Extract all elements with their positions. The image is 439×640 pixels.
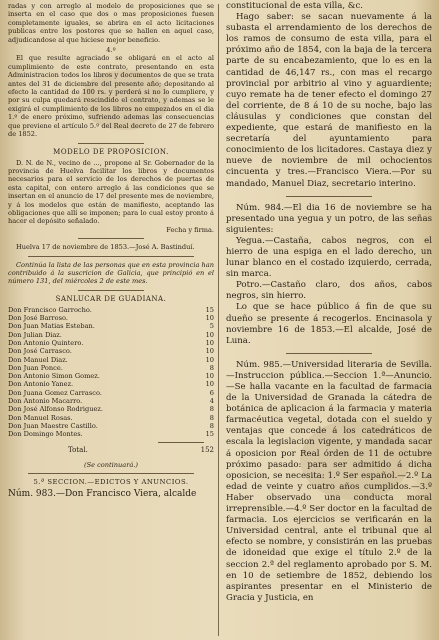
entry-985: Núm. 985.—Universidad literaria de Sevilla.—Instruccion pública.—Seccion 1.ª—Anuncio.—Se halla vacante en la facultad de farmacia de la Universidad de Granada la cátedra de botánica de aplicacion á la farmacia y materia farmacéutica vegetal, dotada con el sueldo y ventajas que concede á los catedráticos de escala la legislacion vigente, y mandada sacar á oposicion por Real órden de 11 de octubre próximo pasado: para ser admitido á dicha oposicion, se necesita: 1.º Ser español.—2.º La edad de veinte y cuatro años cumplidos.—3.º Haber observado una conducta moral irreprensible.—4.º Ser doctor en la facultad de farmacia. Los ejercicios se verificarán en la Universidad central, ante el tribunal que al efecto se nombre, y consistirán en las pruebas de idoneidad que exige el título 2.º de la seccion 2.ª del reglamento aprobado por S. M. en 10 de setiembre de 1852, debiendo los aspirantes presentar en el Ministerio de Gracia y Justicia, en: [226, 359, 432, 603]
donor-name: Don Juan Ponce.: [8, 363, 63, 372]
donor-amount: 10: [205, 372, 214, 381]
total-label: Total.: [68, 445, 88, 454]
donor-amount: 15: [205, 430, 214, 439]
donor-row: [8, 372, 214, 380]
donor-name: Don Juan Maestre Castillo.: [8, 421, 98, 430]
column-divider: [218, 4, 219, 636]
donor-row: [8, 389, 214, 397]
donor-name: Don Francisco Garrocho.: [8, 305, 92, 314]
donor-row: [8, 306, 214, 314]
place-header: SANLUCAR DE GUADIANA.: [55, 294, 167, 303]
donor-amount: 5: [209, 322, 214, 331]
donor-row: [8, 314, 214, 322]
donor-amount: 10: [205, 314, 214, 323]
donor-row: [8, 380, 214, 388]
donor-amount: 10: [205, 347, 214, 356]
model-title: MODELO DE PROPOSICION.: [53, 147, 169, 156]
donor-name: Don Juan Matias Esteban.: [8, 322, 95, 331]
entry-984-close: Lo que se hace público á fin de que su dueño se presente á recogerlos. Encinasola y noviembre 16 de 1853.—El alcalde, José de Luna.: [226, 302, 432, 346]
donor-amount: 8: [209, 363, 214, 372]
donor-row: [8, 397, 214, 405]
article-number: 4.º: [106, 46, 116, 55]
entry-984-yegua: Yegua.—Castaña, cabos negros, con el hierro de una espiga en el lado derecho, un lunar blanco en el costado izquierdo, cerrada, sin marca.: [226, 235, 432, 280]
donor-name: Don José Barroso.: [8, 314, 68, 323]
donor-name: Don Manuel Rosas.: [8, 413, 73, 422]
donor-list: [8, 306, 214, 439]
to-be-continued: (Se continuará.): [84, 460, 138, 469]
donor-row: [8, 364, 214, 372]
donor-amount: 6: [209, 388, 214, 397]
donor-amount: 15: [205, 305, 214, 314]
section-header: 5.ª SECCION.—EDICTOS Y ANUNCIOS.: [33, 477, 189, 486]
donor-row: [8, 356, 214, 364]
donor-row: [8, 405, 214, 413]
sum-line: [158, 442, 204, 443]
entry-984-intro: Núm. 984.—El dia 16 de noviembre se ha presentado una yegua y un potro, de las señas siguientes:: [226, 202, 432, 235]
entry-984-potro: Potro.—Castaño claro, dos años, cabos negros, sin hierro.: [226, 280, 432, 302]
donor-name: Don Julian Diaz.: [8, 330, 62, 339]
total-amount: 152: [200, 445, 214, 454]
donor-row: [8, 430, 214, 438]
donor-amount: 8: [209, 405, 214, 414]
total-row: [8, 446, 214, 455]
donor-name: Don José Carrasco.: [8, 347, 72, 356]
entry-983-body: Hago saber: se sacan nuevamente á la subasta el arrendamiento de los derechos de los ramos de consumo de esta villa, para el próximo año de 1854, con la baja de la tercera parte de su encabezamiento, que lo es en la cantidad de 46,147 rs., con mas el recargo provincial por arbitrio al vino y aguardiente; cuyo remate ha de tener efecto el domingo 27 del corriente, de 8 á 10 de su noche, bajo las cláusulas y condiciones que constan del expediente, que estará de manifiesto en la secretaría del ayuntamiento para conocimiento de los licitadores. Castaya diez y nueve de noviembre de mil ochocientos cincuenta y tres.—Francisco Viera.—Por su mandado, Manuel Diaz, secretario interino.: [226, 12, 432, 189]
donor-name: Don Antonio Quintero.: [8, 338, 84, 347]
divider: [28, 256, 194, 257]
donor-amount: 10: [205, 338, 214, 347]
entry-983-continued: constitucional de esta villa, &c.: [226, 1, 364, 11]
donor-name: Don Antonio Macarro.: [8, 397, 83, 406]
divider: [286, 353, 372, 354]
donor-amount: 10: [205, 330, 214, 339]
top-fragment: radas y con arreglo al modelo de proposiciones que se inserta en el caso que dos o mas proposiciones fuesen completamente iguales, se abrira en el acto licitaciones publicas entre los postores que se hallen en aquel caso, adjudicandose al que hiciese mejor beneficio.: [8, 2, 214, 44]
donor-row: [8, 339, 214, 347]
divider: [28, 473, 194, 474]
donor-name: Don Antonio Simon Gomez.: [8, 372, 100, 381]
donor-name: Don Antonio Yanez.: [8, 380, 74, 389]
donor-row: [8, 347, 214, 355]
divider: [78, 290, 144, 291]
divider: [286, 196, 372, 197]
donor-row: [8, 422, 214, 430]
donor-amount: 8: [209, 421, 214, 430]
donor-row: [8, 322, 214, 330]
continuation-note: Continúa la lista de las personas que en esta provincia han contribuido á la suscricion de Galicia, que principió en el número 131, del miércoles 2 de este mes.: [8, 260, 214, 286]
entry-983: Núm. 983.—Don Francisco Viera, alcalde: [8, 488, 197, 499]
donor-amount: 4: [209, 397, 214, 406]
donor-name: Don José Alfonso Rodriguez.: [8, 405, 103, 414]
divider: [78, 143, 144, 144]
model-text: D. N. de N., vecino de ..., propone al Sr. Gobernador de la provincia de Huelva facilitar los libros y documentos necesarios para el servicio de los derechos de puertas de esta capital, con entero arreglo á las condiciones que se insertan en el anuncio de 17 del presente mes de noviembre, y á los modelos que están de manifiesto, aceptando las obligaciones que allí se imponen; para lo cual estoy pronto á hacer el depósito señalado.: [8, 158, 214, 226]
donor-name: Don Manuel Diaz.: [8, 355, 68, 364]
model-signature: Fecha y firma.: [166, 225, 214, 234]
left-column: [8, 0, 214, 640]
donor-name: Don Domingo Montes.: [8, 430, 83, 439]
donor-amount: 10: [205, 355, 214, 364]
date-line: Huelva 17 de noviembre de 1853.—José A. Bastinduí.: [16, 243, 195, 252]
right-column: [226, 0, 432, 640]
divider: [78, 238, 144, 239]
donor-amount: 8: [209, 413, 214, 422]
donor-name: Don Juana Gomez Carrasco.: [8, 388, 102, 397]
donor-amount: 10: [205, 380, 214, 389]
donor-row: [8, 331, 214, 339]
donor-row: [8, 414, 214, 422]
article-text: El que resulte agraciado se obligará en el acto al cumplimiento de este contrato, presentando en esta Administracion todos los libros y documentos de que se trata antes del 31 de diciembre del presente año; depositando al efecto la cantidad de 100 rs. y perderá si no lo cumpliere, y por su culpa quedará rescindido el contrato, y ademas se le exigirá el cumplimiento de los libros no empezados en el dia 1.º de enero próximo, sufriendo ademas las consecuencias que previene el artículo 5.º del Real decreto de 27 de febrero de 1852.: [8, 54, 214, 139]
